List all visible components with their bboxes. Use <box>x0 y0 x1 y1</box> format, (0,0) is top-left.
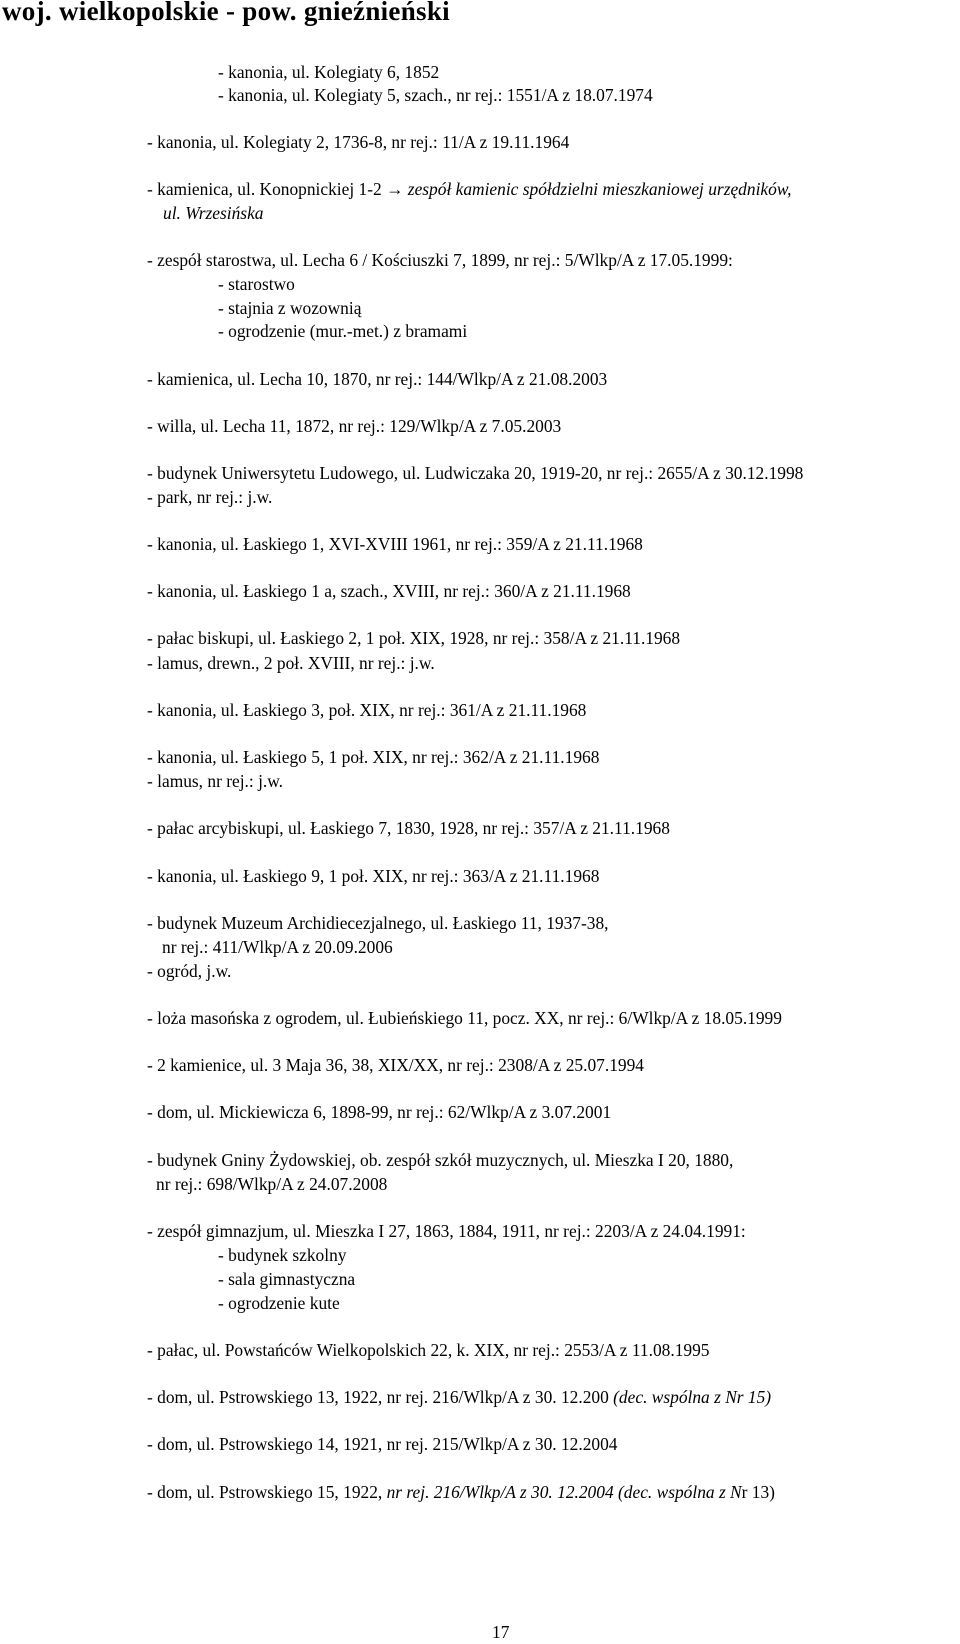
entry-line: - 2 kamienice, ul. 3 Maja 36, 38, XIX/XX, nr rej.: 2308/A z 25.07.1994 <box>147 1055 644 1075</box>
entry-line: - kamienica, ul. Konopnickiej 1-2 → zespół kamienic spółdzielni mieszkaniowej urzędników, <box>147 179 792 199</box>
entry-line: - budynek Muzeum Archidiecezjalnego, ul. Łaskiego 11, 1937-38, <box>147 913 609 933</box>
entry-line: - pałac, ul. Powstańców Wielkopolskich 22, k. XIX, nr rej.: 2553/A z 11.08.1995 <box>147 1340 710 1360</box>
entry-subline: - ogrodzenie kute <box>218 1293 340 1313</box>
entry-line: - willa, ul. Lecha 11, 1872, nr rej.: 129/Wlkp/A z 7.05.2003 <box>147 416 562 436</box>
entry-line: - loża masońska z ogrodem, ul. Łubieńskiego 11, pocz. XX, nr rej.: 6/Wlkp/A z 18.05.1999 <box>147 1008 782 1028</box>
entry-line: - dom, ul. Mickiewicza 6, 1898-99, nr rej.: 62/Wlkp/A z 3.07.2001 <box>147 1102 612 1122</box>
entry-subline: - starostwo <box>218 274 295 294</box>
entry-line: - kanonia, ul. Łaskiego 5, 1 poł. XIX, nr rej.: 362/A z 21.11.1968 <box>147 747 600 767</box>
entry-line: - kanonia, ul. Kolegiaty 6, 1852 <box>218 62 440 82</box>
entry-line: - budynek Uniwersytetu Ludowego, ul. Ludwiczaka 20, 1919-20, nr rej.: 2655/A z 30.12.1998 <box>147 463 804 483</box>
entry-subline: - stajnia z wozownią <box>218 298 362 318</box>
entry-line: - kanonia, ul. Kolegiaty 5, szach., nr rej.: 1551/A z 18.07.1974 <box>218 85 653 105</box>
arrow-icon: → <box>386 179 404 199</box>
entry-line: - budynek Gniny Żydowskiej, ob. zespół szkół muzycznych, ul. Mieszka I 20, 1880, <box>147 1150 734 1170</box>
entry-line: - kanonia, ul. Łaskiego 3, poł. XIX, nr rej.: 361/A z 21.11.1968 <box>147 700 587 720</box>
entry-line: - zespół gimnazjum, ul. Mieszka I 27, 1863, 1884, 1911, nr rej.: 2203/A z 24.04.1991: <box>147 1221 746 1241</box>
entry-line: ul. Wrzesińska <box>163 203 264 223</box>
entry-line: - pałac arcybiskupi, ul. Łaskiego 7, 1830, 1928, nr rej.: 357/A z 21.11.1968 <box>147 818 670 838</box>
entry-subline: - ogrodzenie (mur.-met.) z bramami <box>218 321 468 341</box>
entry-line: - ogród, j.w. <box>147 961 232 981</box>
entry-line: - kanonia, ul. Łaskiego 9, 1 poł. XIX, nr rej.: 363/A z 21.11.1968 <box>147 866 600 886</box>
entry-line: - dom, ul. Pstrowskiego 15, 1922, nr rej. 216/Wlkp/A z 30. 12.2004 (dec. wspólna z Nr 13) <box>147 1482 775 1502</box>
page-number: 17 <box>492 1622 510 1642</box>
entry-line: - kamienica, ul. Lecha 10, 1870, nr rej.: 144/Wlkp/A z 21.08.2003 <box>147 369 608 389</box>
entry-subline: - sala gimnastyczna <box>218 1269 356 1289</box>
entry-line: - lamus, drewn., 2 poł. XVIII, nr rej.: j.w. <box>147 653 435 673</box>
entry-line: nr rej.: 698/Wlkp/A z 24.07.2008 <box>156 1174 388 1194</box>
entry-line: - dom, ul. Pstrowskiego 13, 1922, nr rej. 216/Wlkp/A z 30. 12.200 (dec. wspólna z Nr 15) <box>147 1387 772 1407</box>
entry-line: - kanonia, ul. Kolegiaty 2, 1736-8, nr rej.: 11/A z 19.11.1964 <box>147 132 570 152</box>
entry-line: - kanonia, ul. Łaskiego 1, XVI-XVIII 1961, nr rej.: 359/A z 21.11.1968 <box>147 534 643 554</box>
entry-line: - pałac biskupi, ul. Łaskiego 2, 1 poł. XIX, 1928, nr rej.: 358/A z 21.11.1968 <box>147 628 681 648</box>
entry-subline: - budynek szkolny <box>218 1245 347 1265</box>
entry-line: - kanonia, ul. Łaskiego 1 a, szach., XVIII, nr rej.: 360/A z 21.11.1968 <box>147 581 631 601</box>
page-header: woj. wielkopolskie - pow. gnieźnieński <box>2 0 450 26</box>
entry-line: - dom, ul. Pstrowskiego 14, 1921, nr rej. 215/Wlkp/A z 30. 12.2004 <box>147 1434 618 1454</box>
entry-line: - lamus, nr rej.: j.w. <box>147 771 284 791</box>
entry-line: - zespół starostwa, ul. Lecha 6 / Kościuszki 7, 1899, nr rej.: 5/Wlkp/A z 17.05.1999: <box>147 250 733 270</box>
entry-line: - park, nr rej.: j.w. <box>147 487 273 507</box>
entry-line: nr rej.: 411/Wlkp/A z 20.09.2006 <box>162 937 393 957</box>
